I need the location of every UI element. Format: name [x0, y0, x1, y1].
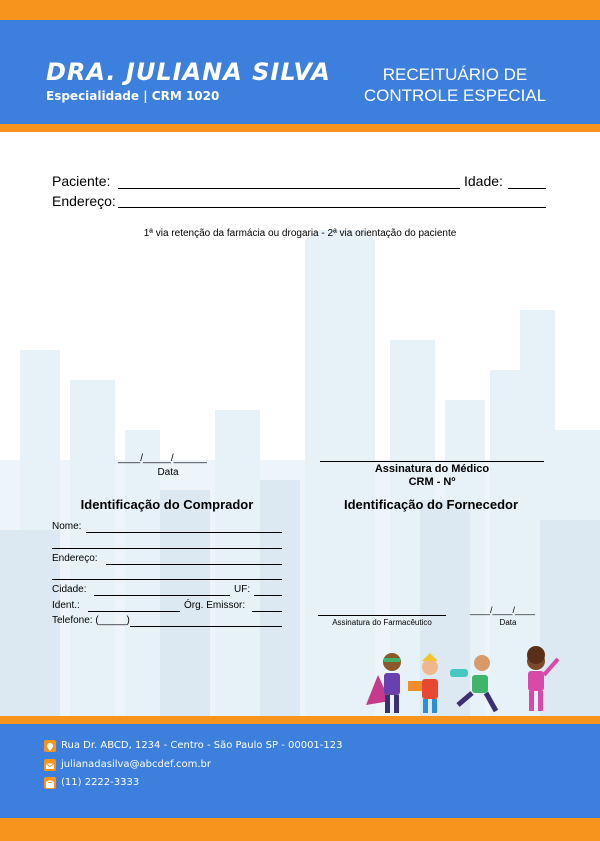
age-label: Idade:: [464, 173, 503, 189]
doctor-signature-label: Assinatura do Médico: [374, 463, 490, 475]
footer-top-stripe: [0, 716, 600, 724]
pharmacist-signature-field[interactable]: [318, 615, 446, 616]
document-type-line-1: RECEITUÁRIO DE: [382, 65, 528, 84]
supplier-date-label: Data: [499, 618, 517, 627]
superhero-kids-illustration: [360, 645, 570, 717]
buyer-section-title: Identificação do Comprador: [80, 497, 254, 512]
buyer-city-label: Cidade:: [52, 584, 87, 595]
footer-banner: [0, 724, 600, 818]
buyer-ident-field[interactable]: [88, 611, 180, 612]
buyer-ident-label: Ident.:: [52, 600, 80, 611]
supplier-date-field[interactable]: ____/____/____: [470, 605, 536, 615]
location-pin-icon: [44, 740, 56, 752]
email-icon: [44, 759, 56, 771]
patient-label: Paciente:: [52, 173, 111, 189]
address-field[interactable]: [118, 207, 546, 208]
buyer-name-label: Nome:: [52, 521, 82, 532]
buyer-issuer-field[interactable]: [252, 611, 282, 612]
buyer-phone-label: Telefone: (_____): [52, 615, 130, 626]
crm-label: CRM - Nº: [408, 476, 456, 488]
document-type: [360, 64, 550, 106]
doctor-specialty: Especialidade | CRM 1020: [46, 89, 220, 103]
header-bottom-stripe: [0, 124, 600, 132]
buyer-issuer-label: Órg. Emissor:: [184, 600, 246, 611]
buyer-name-field-line-2[interactable]: [52, 548, 282, 549]
date-field[interactable]: ____/_____/______: [118, 453, 207, 464]
buyer-phone-field[interactable]: [130, 626, 282, 627]
age-field[interactable]: [508, 188, 546, 189]
document-type-line-2: CONTROLE ESPECIAL: [363, 86, 547, 105]
buyer-address-field-line-2[interactable]: [52, 579, 282, 580]
buyer-name-field[interactable]: [86, 532, 282, 533]
header-top-stripe: [0, 0, 600, 20]
supplier-section-title: Identificação do Fornecedor: [343, 497, 519, 512]
footer-address: Rua Dr. ABCD, 1234 - Centro - São Paulo SP - 00001-123: [61, 740, 343, 751]
patient-name-field[interactable]: [118, 188, 460, 189]
date-label: Data: [157, 467, 179, 478]
buyer-address-field[interactable]: [106, 564, 282, 565]
buyer-uf-label: UF:: [234, 584, 251, 595]
buyer-address-label: Endereço:: [52, 553, 98, 564]
footer-phone[interactable]: (11) 2222-3333: [61, 777, 140, 788]
phone-icon: [44, 777, 56, 789]
doctor-signature-field[interactable]: [320, 461, 544, 462]
pharmacist-signature-label: Assinatura do Farmacêutico: [332, 618, 432, 627]
footer-email[interactable]: julianadasilva@abcdef.com.br: [61, 759, 211, 770]
footer-bottom-stripe: [0, 818, 600, 841]
buyer-uf-field[interactable]: [254, 595, 282, 596]
address-label: Endereço:: [52, 193, 116, 209]
doctor-name: DRA. JULIANA SILVA: [46, 58, 331, 86]
copies-note: 1ª via retenção da farmácia ou drogaria - 2ª via orientação do paciente: [143, 228, 457, 239]
buyer-city-field[interactable]: [94, 595, 230, 596]
